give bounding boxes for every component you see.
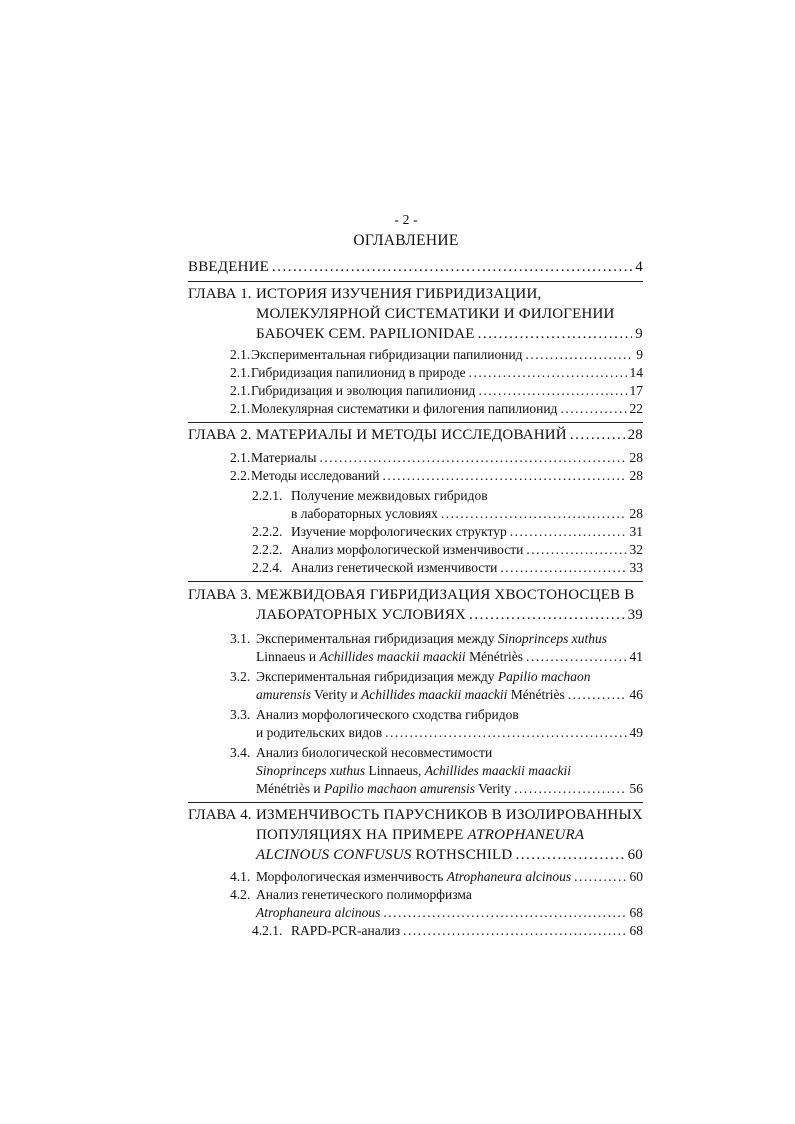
species-name: amurensis <box>256 687 312 702</box>
toc-page: 31 <box>629 524 643 539</box>
toc-chapter-last-line <box>256 324 643 344</box>
toc-text: Морфологическая изменчивость <box>256 869 447 884</box>
toc-entry <box>256 904 643 922</box>
toc-entry <box>291 523 643 541</box>
toc-page: 28 <box>629 506 643 521</box>
toc-entry <box>251 382 643 400</box>
toc-chapter-line <box>256 825 584 845</box>
species-name: Achillides maackii maackii <box>319 649 466 664</box>
species-name: ATROPHANEURA <box>467 827 585 843</box>
species-name: Papilio machaon <box>497 669 591 684</box>
toc-title: Экспериментальная гибридизации папилионид <box>251 347 523 362</box>
toc-title: и родительских видов <box>256 725 383 740</box>
toc-entry <box>291 505 643 523</box>
toc-chapter-last-line <box>256 425 643 445</box>
section-number: 2.1. <box>230 365 251 380</box>
toc-title: Гибридизация и эволюция папилионид <box>251 383 476 398</box>
species-name: Papilio machaon amurensis <box>323 781 475 796</box>
section-number: 2.2.1. <box>252 488 283 503</box>
toc-title <box>256 780 511 798</box>
toc-entry <box>256 780 643 798</box>
divider <box>188 422 643 423</box>
divider <box>188 802 643 803</box>
toc-text: Linnaeus, <box>365 763 425 778</box>
section-number: 4.2. <box>230 887 251 902</box>
section-number: 2.2. <box>230 468 251 483</box>
toc-title: БАБОЧЕК СЕМ. PAPILIONIDAE <box>256 326 475 342</box>
species-name: Sinoprinceps xuthus <box>256 763 366 778</box>
toc-chapter-last-line <box>256 845 643 865</box>
section-number: 4.1. <box>230 869 251 884</box>
toc-page: 32 <box>629 542 643 557</box>
section-number: 2.2.4. <box>252 560 283 575</box>
toc-entry <box>251 467 643 485</box>
toc-entry-line <box>256 630 607 648</box>
toc-entry <box>291 922 643 940</box>
species-name: Sinoprinceps xuthus <box>497 631 607 646</box>
toc-text: Ménétriès <box>465 649 524 664</box>
toc-text: Ménétriès <box>507 687 565 702</box>
toc-page: 46 <box>629 687 643 702</box>
toc-page: 9 <box>636 347 643 362</box>
toc-page: 17 <box>629 383 643 398</box>
page-number: - 2 - <box>394 213 418 228</box>
toc-title: Анализ морфологической изменчивости <box>291 542 524 557</box>
toc-text: Verity и <box>311 687 362 702</box>
toc-page: 4 <box>635 259 643 275</box>
toc-page: 22 <box>629 401 643 416</box>
toc-text: Экспериментальная гибридизация между <box>256 669 498 684</box>
toc-intro <box>188 257 643 277</box>
toc-title: Atrophaneura alcinous <box>256 905 381 920</box>
toc-page: 28 <box>629 468 643 483</box>
section-number: 2.2.2. <box>252 524 283 539</box>
toc-entry-line <box>256 762 571 780</box>
toc-entry <box>291 559 643 577</box>
toc-entry-line: Получение межвидовых гибридов <box>291 488 488 503</box>
section-number: 2.1. <box>230 383 251 398</box>
section-number: 2.1. <box>230 450 251 465</box>
species-name: ALCINOUS CONFUSUS <box>256 847 412 863</box>
toc-title <box>256 868 571 886</box>
toc-page: 68 <box>629 923 643 938</box>
toc-text: Ménétriès и <box>256 781 324 796</box>
toc-text: ПОПУЛЯЦИЯХ НА ПРИМЕРЕ <box>256 827 468 843</box>
toc-page: 56 <box>629 781 643 796</box>
toc-entry <box>291 541 643 559</box>
section-number: 3.4. <box>230 745 251 760</box>
toc-text: Verity <box>474 781 512 796</box>
toc-page: 14 <box>629 365 643 380</box>
species-name: Atrophaneura alcinous <box>446 869 572 884</box>
toc-text: ROTHSCHILD <box>411 847 513 863</box>
toc-page: 49 <box>629 725 643 740</box>
toc-title: в лабораторных условиях <box>291 506 438 521</box>
toc-page: 68 <box>629 905 643 920</box>
toc-title: ЛАБОРАТОРНЫХ УСЛОВИЯХ <box>256 607 467 623</box>
divider <box>188 581 643 582</box>
toc-entry-line <box>256 668 591 686</box>
toc-entry-line: Анализ морфологического сходства гибридов <box>256 707 519 722</box>
section-number: 2.2.2. <box>252 542 283 557</box>
toc-entry <box>251 449 643 467</box>
toc-title <box>256 648 523 666</box>
toc-title: RAPD-PCR-анализ <box>291 923 401 938</box>
toc-page: 41 <box>629 649 643 664</box>
toc-page: 9 <box>635 326 643 342</box>
species-name: Achillides maackii maackii <box>424 763 571 778</box>
toc-page: 28 <box>629 450 643 465</box>
toc-title: Молекулярная систематики и филогения папилионид <box>251 401 558 416</box>
section-number: 3.3. <box>230 707 251 722</box>
toc-page: 33 <box>629 560 643 575</box>
toc-title: ВВЕДЕНИЕ <box>188 259 269 275</box>
section-number: 3.2. <box>230 669 251 684</box>
toc-entry <box>256 724 643 742</box>
toc-page: 39 <box>627 607 643 623</box>
toc-entry <box>251 400 643 418</box>
toc-text: Linnaeus и <box>256 649 320 664</box>
toc-entry <box>256 648 643 666</box>
section-number: 2.1. <box>230 347 251 362</box>
toc-entry-line: Анализ генетического полиморфизма <box>256 887 472 902</box>
chapter-label: ГЛАВА 4. <box>188 807 252 823</box>
toc-page: 60 <box>629 869 643 884</box>
toc-title: Материалы <box>251 450 317 465</box>
section-number: 2.1. <box>230 401 251 416</box>
toc-title <box>256 686 565 704</box>
toc-entry <box>256 868 643 886</box>
toc-title: Гибридизация папилионид в природе <box>251 365 466 380</box>
toc-title: МАТЕРИАЛЫ И МЕТОДЫ ИССЛЕДОВАНИЙ <box>256 427 567 443</box>
toc-page: 60 <box>627 847 643 863</box>
page-title: ОГЛАВЛЕНИЕ <box>353 232 459 249</box>
chapter-label: ГЛАВА 1. <box>188 286 252 302</box>
toc-chapter-last-line <box>256 605 643 625</box>
toc-page: 28 <box>627 427 643 443</box>
toc-entry-line: Анализ биологической несовместимости <box>256 745 493 760</box>
toc-chapter-line: МЕЖВИДОВАЯ ГИБРИДИЗАЦИЯ ХВОСТОНОСЦЕВ В <box>256 587 635 603</box>
species-name: Achillides maackii maackii <box>361 687 508 702</box>
toc-chapter-line: ИЗМЕНЧИВОСТЬ ПАРУСНИКОВ В ИЗОЛИРОВАННЫХ <box>256 807 643 823</box>
toc-chapter-line: МОЛЕКУЛЯРНОЙ СИСТЕМАТИКИ И ФИЛОГЕНИИ <box>256 306 615 322</box>
divider <box>188 281 643 282</box>
toc-title <box>256 845 512 865</box>
toc-entry <box>251 346 643 364</box>
toc-chapter-line: ИСТОРИЯ ИЗУЧЕНИЯ ГИБРИДИЗАЦИИ, <box>256 286 542 302</box>
toc-text: Экспериментальная гибридизация между <box>256 631 498 646</box>
toc-title: Изучение морфологических структур <box>291 524 507 539</box>
toc-entry <box>251 364 643 382</box>
chapter-label: ГЛАВА 3. <box>188 587 252 603</box>
toc-entry <box>256 686 643 704</box>
section-number: 4.2.1. <box>252 923 283 938</box>
toc-title: Анализ генетической изменчивости <box>291 560 498 575</box>
toc-title: Методы исследований <box>251 468 380 483</box>
section-number: 3.1. <box>230 631 251 646</box>
chapter-label: ГЛАВА 2. <box>188 427 252 443</box>
